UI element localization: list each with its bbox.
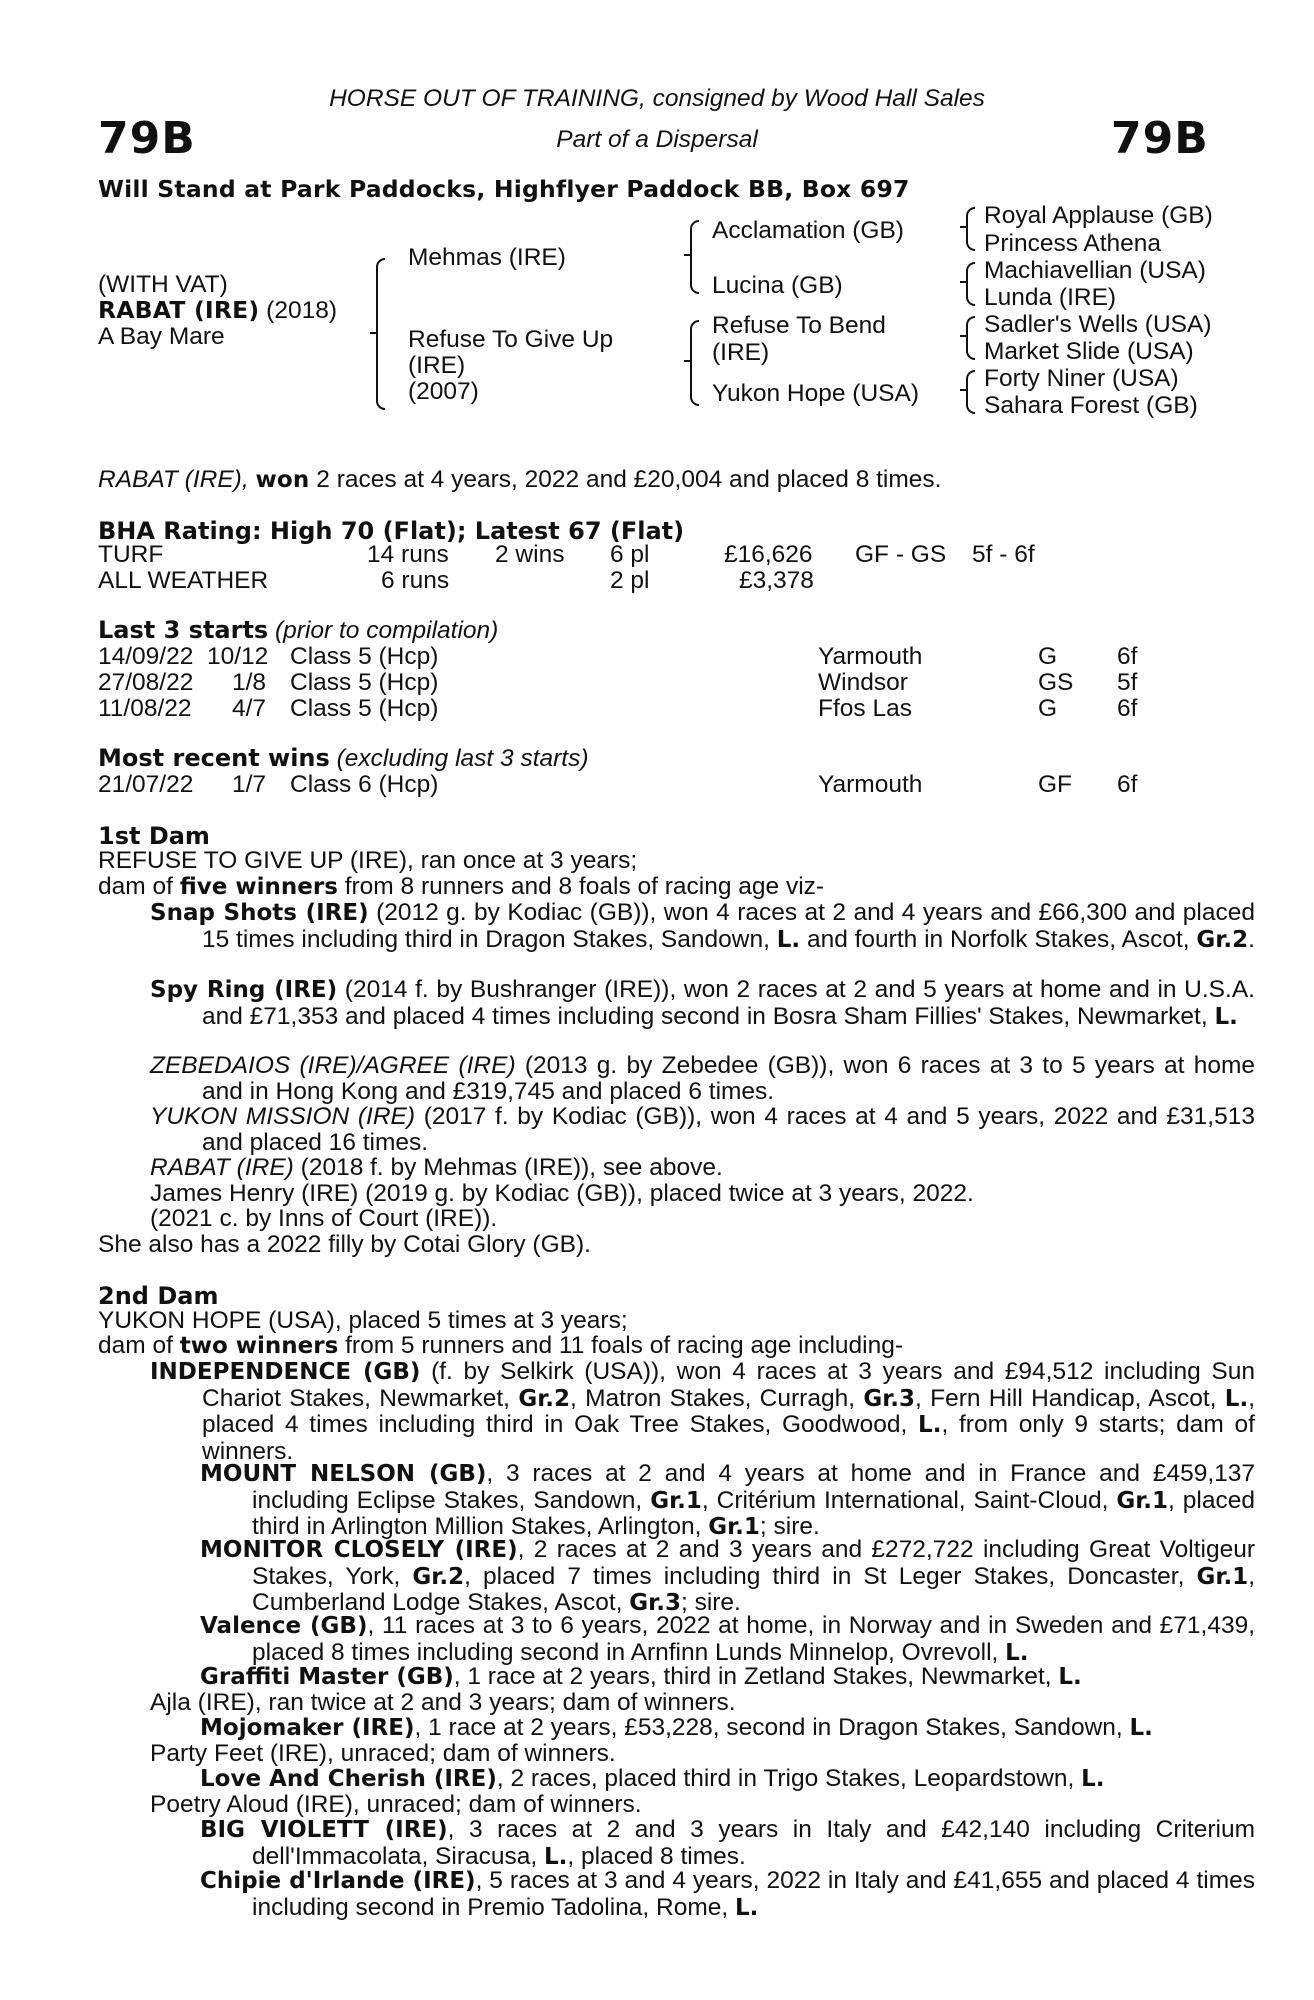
progeny-party-feet: Party Feet (IRE), unraced; dam of winners. [150,1740,616,1767]
recent-note: (excluding last 3 starts) [336,745,589,772]
grade-mark: L. [1058,1664,1082,1690]
pedigree-brace-5 [966,262,975,306]
progeny-name: Spy Ring (IRE) [150,977,338,1003]
progeny-snap-shots [150,900,1255,953]
dam1-line2 [98,874,824,901]
race-summary [98,467,941,494]
progeny-text: , 2 races, placed third in Trigo Stakes, Leopardstown, [496,1765,1075,1792]
dam1-also: She also has a 2022 filly by Cotai Glory (GB). [98,1231,591,1258]
start-course: Yarmouth [818,643,923,670]
rating-surface: TURF [98,541,164,568]
progeny-text: , placed 7 times including third in St Leger Stakes, Doncaster, [464,1562,1185,1590]
horse-name: RABAT (IRE) [98,296,260,324]
start-distance: 5f [1117,669,1138,696]
recent-title: Most recent wins [98,744,330,772]
progeny-2021-colt: (2021 c. by Inns of Court (IRE)). [150,1205,498,1232]
progeny-chipie-dirlande [200,1868,1255,1921]
progeny-text: . [1248,925,1255,953]
progeny-mojomaker [200,1715,1153,1742]
summary-rest: 2 races at 4 years, 2022 and £20,004 and placed 8 times. [316,466,942,493]
vat-note: (WITH VAT) [98,271,228,298]
dam1-title: 1st Dam [98,822,210,850]
grade-mark: L. [1005,1639,1029,1666]
progeny-text: (2018 f. by Mehmas (IRE)), see above. [300,1154,723,1181]
progeny-text: , placed third in Arlington Million Stakes, Arlington, [252,1486,1255,1540]
progeny-text: ; sire. [759,1513,820,1540]
progeny-text: , 2 races at 2 and 3 years and £272,722 including Great Voltigeur Stakes, York, [252,1536,1255,1590]
progeny-graffiti-master [200,1664,1082,1691]
progeny-text: (2012 g. by Kodiac (GB)), won 4 races at 2 and 4 years and £66,300 and placed 15 times including third in Dragon Stakes, Sandown, [202,899,1255,953]
rating-wins: 2 wins [495,541,565,568]
start-class: Class 5 (Hcp) [290,695,439,722]
progeny-text: , placed 4 times including third in Oak Tree Stakes, Goodwood, [202,1384,1256,1438]
rating-money: £16,626 [724,541,813,568]
progeny-text: (f. by Selkirk (USA)), won 4 races at 3 years and £94,512 including Sun Chariot Stakes, Newmarket, [202,1358,1255,1412]
pedigree-g5: Sadler's Wells (USA) [984,311,1212,338]
pedigree-brace-3 [690,320,699,406]
progeny-text: , 5 races at 3 and 4 years, 2022 in Italy and £41,655 and placed 4 times including second in Premio Tadolina, Rome, [252,1867,1255,1921]
start-going: G [1038,643,1058,670]
progeny-name: BIG VIOLETT (IRE) [200,1817,448,1843]
header-subtitle: Part of a Dispersal [556,126,758,153]
rating-runs: 14 runs [367,541,449,568]
progeny-name: MOUNT NELSON (GB) [200,1461,487,1487]
start-date: 11/08/22 [98,695,192,722]
dam2-winners: two winners [179,1333,339,1359]
pedigree-g7: Forty Niner (USA) [984,365,1179,392]
progeny-text: , placed 8 times. [567,1842,746,1870]
horse-description: A Bay Mare [98,323,225,350]
start-course: Ffos Las [818,695,912,722]
pedigree-brace-7 [966,370,975,414]
progeny-text: , 3 races at 2 and 3 years in Italy and £42,140 including Criterium dell'Immacolata, Siracusa, [252,1816,1255,1870]
grade-mark: L. [918,1412,942,1438]
win-distance: 6f [1117,771,1138,798]
grade-mark: Gr.1 [650,1487,702,1514]
grade-mark: L. [1214,1003,1238,1030]
grade-mark: L. [735,1894,759,1921]
pedigree-g6: Market Slide (USA) [984,338,1194,365]
progeny-text: ; sire. [680,1589,741,1616]
pedigree-brace-4-notch [960,226,967,228]
dam1-winners: five winners [179,874,338,900]
pedigree-dam-line3: (2007) [408,378,479,405]
start-distance: 6f [1117,643,1138,670]
dam2-line2-c: from 5 runners and 11 foals of racing age including- [345,1332,904,1359]
progeny-yukon-mission [150,1104,1255,1155]
win-position: 1/7 [232,771,267,798]
start-class: Class 5 (Hcp) [290,669,439,696]
start-position: 4/7 [232,695,267,722]
pedigree-dam-line2: (IRE) [408,352,466,379]
progeny-monitor-closely [200,1537,1255,1617]
recent-heading [98,746,589,772]
dam1-line2-c: from 8 runners and 8 foals of racing age viz- [344,873,825,900]
pedigree-brace-2 [690,220,699,294]
dam2-line2-a: dam of [98,1332,173,1359]
grade-mark: Gr.1 [1116,1487,1169,1514]
pedigree-brace-7-notch [960,389,967,391]
progeny-text: (2013 g. by Zebedee (GB)), won 6 races at 3 to 5 years at home and in Hong Kong and £319,745 and placed 6 times. [202,1052,1255,1105]
progeny-name: YUKON MISSION (IRE) [150,1103,416,1130]
grade-mark: Gr.1 [708,1514,760,1540]
stand-location: Will Stand at Park Paddocks, Highflyer Paddock BB, Box 697 [98,175,910,203]
win-course: Yarmouth [818,771,923,798]
win-class: Class 6 (Hcp) [290,771,439,798]
dam1-line2-a: dam of [98,873,173,900]
grade-mark: L. [776,926,801,953]
rating-runs: 6 runs [381,567,450,594]
progeny-valence [200,1613,1255,1666]
pedigree-brace-6-notch [960,335,967,337]
win-date: 21/07/22 [98,771,194,798]
start-position: 1/8 [232,669,267,696]
progeny-zebedaios [150,1053,1255,1104]
start-going: G [1038,695,1058,722]
progeny-text: , Fern Hill Handicap, Ascot, [915,1384,1217,1412]
progeny-big-violett [200,1817,1255,1870]
progeny-name: MONITOR CLOSELY (IRE) [200,1537,518,1563]
dam2-title: 2nd Dam [98,1282,219,1310]
progeny-spy-ring [150,977,1255,1030]
last3-note: (prior to compilation) [275,617,499,644]
dam2-line2 [98,1333,903,1360]
pedigree-dam-dam: Yukon Hope (USA) [712,380,919,407]
progeny-independence [150,1359,1255,1464]
grade-mark: Gr.3 [863,1385,915,1412]
pedigree-brace-1 [376,258,385,410]
progeny-name: Graffiti Master (GB) [200,1664,454,1690]
progeny-name: Valence (GB) [200,1613,368,1639]
progeny-mount-nelson [200,1461,1255,1541]
progeny-name: INDEPENDENCE (GB) [150,1359,421,1385]
dam2-line1: YUKON HOPE (USA), placed 5 times at 3 years; [98,1307,628,1334]
rating-money: £3,378 [739,567,814,594]
progeny-name: Chipie d'Irlande (IRE) [200,1868,476,1894]
pedigree-sire: Mehmas (IRE) [408,244,566,271]
progeny-text: , 1 race at 2 years, third in Zetland Stakes, Newmarket, [453,1663,1052,1690]
progeny-text: , 1 race at 2 years, £53,228, second in Dragon Stakes, Sandown, [414,1714,1123,1741]
win-going: GF [1038,771,1073,798]
start-class: Class 5 (Hcp) [290,643,439,670]
pedigree-g3: Machiavellian (USA) [984,257,1206,284]
start-going: GS [1038,669,1074,696]
grade-mark: Gr.2 [1196,926,1249,953]
pedigree-sire-sire: Acclamation (GB) [712,217,904,244]
grade-mark: Gr.1 [1196,1563,1249,1590]
progeny-rabat [150,1155,723,1181]
start-distance: 6f [1117,695,1138,722]
rating-going: GF - GS [855,541,947,568]
dam1-line1: REFUSE TO GIVE UP (IRE), ran once at 3 years; [98,847,638,874]
rating-title: BHA Rating: High 70 (Flat); Latest 67 (Flat) [98,517,685,545]
progeny-name: Snap Shots (IRE) [150,900,369,926]
pedigree-dam-sire-line2: (IRE) [712,339,770,366]
progeny-text: , 11 races at 3 to 6 years, 2022 at home, in Norway and in Sweden and £71,439, placed 8 times including second in Arnfinn Lunds Minnelop, Ovrevoll, [252,1612,1256,1666]
start-date: 27/08/22 [98,669,194,696]
pedigree-brace-5-notch [960,281,967,283]
rating-distance: 5f - 6f [972,541,1035,568]
rating-surface: ALL WEATHER [98,567,269,594]
header-title: HORSE OUT OF TRAINING, consigned by Wood Hall Sales [329,85,985,112]
start-course: Windsor [818,669,908,696]
pedigree-g8: Sahara Forest (GB) [984,392,1198,419]
rating-placed: 2 pl [610,567,650,594]
pedigree-g1: Royal Applause (GB) [984,202,1213,229]
summary-horse-name: RABAT (IRE), [98,466,249,493]
pedigree-sire-dam: Lucina (GB) [712,272,843,299]
pedigree-brace-1-notch [370,332,377,334]
pedigree-brace-6 [966,316,975,360]
rating-placed: 6 pl [610,541,650,568]
grade-mark: L. [1129,1715,1153,1741]
pedigree-brace-3-notch [684,360,691,362]
grade-mark: Gr.2 [412,1563,465,1590]
last3-heading [98,618,498,644]
progeny-love-and-cherish [200,1766,1105,1793]
grade-mark: L. [1224,1385,1249,1412]
progeny-text: , Critérium International, Saint-Cloud, [701,1486,1109,1514]
grade-mark: L. [544,1843,568,1870]
lot-number-right: 79B [1111,113,1209,164]
progeny-text: (2017 f. by Kodiac (GB)), won 4 races at 4 and 5 years, 2022 and £31,513 and placed 16 times. [202,1103,1255,1156]
pedigree-dam-line1: Refuse To Give Up [408,326,614,353]
progeny-text: (2014 f. by Bushranger (IRE)), won 2 races at 2 and 5 years at home and in U.S.A. and £71,353 and placed 4 times including second in Bosra Sham Fillies' Stakes, Newmarket, [202,976,1255,1030]
horse-year: (2018) [266,297,337,324]
grade-mark: Gr.3 [629,1590,681,1616]
progeny-name: RABAT (IRE) [150,1154,294,1181]
progeny-name: ZEBEDAIOS (IRE)/AGREE (IRE) [150,1052,516,1079]
progeny-james-henry: James Henry (IRE) (2019 g. by Kodiac (GB)), placed twice at 3 years, 2022. [150,1180,974,1207]
progeny-text: and fourth in Norfolk Stakes, Ascot, [806,925,1190,953]
grade-mark: L. [1081,1766,1105,1792]
pedigree-brace-4 [966,207,975,251]
last3-title: Last 3 starts [98,616,269,644]
lot-number-left: 79B [98,113,196,164]
progeny-text: , 3 races at 2 and 4 years at home and in France and £459,137 including Eclipse Stakes, Sandown, [252,1460,1256,1514]
progeny-poetry-aloud: Poetry Aloud (IRE), unraced; dam of winners. [150,1791,642,1818]
grade-mark: Gr.2 [518,1385,570,1412]
pedigree-brace-2-notch [684,254,691,256]
progeny-name: Love And Cherish (IRE) [200,1766,497,1792]
summary-won: won [255,467,310,493]
progeny-name: Mojomaker (IRE) [200,1715,415,1741]
start-date: 14/09/22 [98,643,194,670]
pedigree-dam-sire-line1: Refuse To Bend [712,312,886,339]
progeny-text: , Cumberland Lodge Stakes, Ascot, [252,1562,1255,1616]
progeny-ajla: Ajla (IRE), ran twice at 2 and 3 years; dam of winners. [150,1689,736,1716]
pedigree-g2: Princess Athena [984,230,1162,257]
horse-name-line [98,298,337,324]
progeny-text: , Matron Stakes, Curragh, [570,1384,855,1412]
start-position: 10/12 [207,643,269,670]
pedigree-g4: Lunda (IRE) [984,284,1117,311]
progeny-text: , from only 9 starts; dam of winners. [202,1411,1255,1465]
